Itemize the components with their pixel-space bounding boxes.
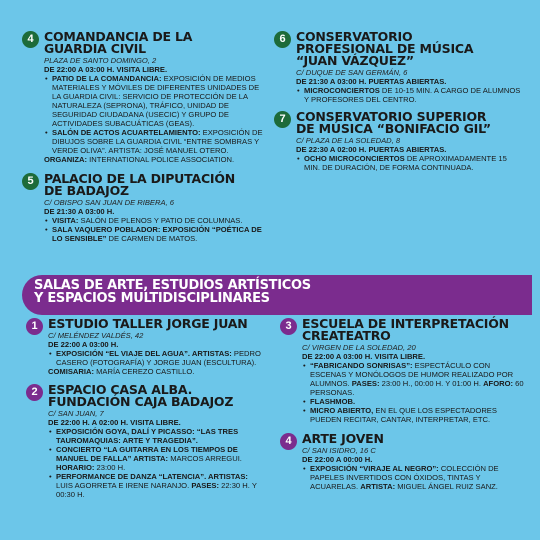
entry-schedule: DE 22:00 A 03:00 H. [48,340,119,349]
list-item: • VISITA: SALÓN DE PLENOS Y PATIO DE COLUMNAS. [52,216,264,225]
entry-schedule: DE 21:30 A 03:00 H. PUERTAS ABIERTAS. [296,77,447,86]
column-top-right [279,29,521,178]
entry-title: COMANDANCIA DE LA GUARDIA CIVIL [44,29,193,56]
entry-items [302,361,524,424]
entry-title: CONSERVATORIO SUPERIOR DE MÚSICA “BONIFACIO GIL” [296,109,491,136]
entry-schedule: DE 22:00 H. A 02:00 H. VISITA LIBRE. [48,418,181,427]
entry-title: PALACIO DE LA DIPUTACIÓN DE BADAJOZ [44,171,236,198]
list-item: • EXPOSICIÓN “EL VIAJE DEL AGUA”. ARTISTAS: PEDRO CASERO (FOTOGRAFÍA) Y JORGE JUAN (ESCULTURA). [56,349,266,367]
entry-address: PLAZA DE SANTO DOMINGO, 2 [44,56,157,65]
entry-schedule: DE 22:00 A 00:00 H. [302,455,373,464]
entry-items [296,154,521,172]
entry-items [44,216,264,243]
entry-address: C/ DUQUE DE SAN GERMÁN, 6 [296,68,408,77]
list-item: • MICROCONCIERTOS DE 10-15 MIN. A CARGO DE ALUMNOS Y PROFESORES DEL CENTRO. [304,86,521,104]
entry-items [48,427,266,499]
number-badge: 1 [26,318,43,335]
entry-estudio-jorge-juan [31,316,266,376]
entry-items [48,349,266,367]
column-bottom-right [285,316,524,497]
entry-address: C/ SAN ISIDRO, 16 C [302,446,376,455]
list-item: • EXPOSICIÓN GOYA, DALÍ Y PICASSO: “LAS TRES TAUROMAQUIAS: ARTE Y TRAGEDIA”. [56,427,266,445]
entry-address: C/ PLAZA DE LA SOLEDAD, 8 [296,136,401,145]
entry-title: ESPACIO CASA ALBA. FUNDACIÓN CAJA BADAJOZ [48,382,234,409]
list-item: • CONCIERTO “LA GUITARRA EN LOS TIEMPOS DE MANUEL DE FALLA” ARTISTA: MARCOS ARREGUI. HORARIO: 23:00 H. [56,445,266,472]
entry-address: C/ VIRGEN DE LA SOLEDAD, 20 [302,343,416,352]
entry-address: C/ SAN JUAN, 7 [48,409,104,418]
list-item: • PERFORMANCE DE DANZA “LATENCIA”. ARTISTAS: LUIS AGORRETA E IRENE NARANJO. PASES: 22:30 H. Y 00:30 H. [56,472,266,499]
entry-comandancia [27,29,264,164]
column-top-left [27,29,264,249]
list-item: • MICRO ABIERTO, EN EL QUE LOS ESPECTADORES PUEDEN RECITAR, CANTAR, INTERPRETAR, ETC. [310,406,524,424]
entry-items [302,464,524,491]
number-badge: 4 [280,433,297,450]
list-item: • OCHO MICROCONCIERTOS DE APROXIMADAMENTE 15 MIN. DE DURACIÓN, DE FORMA CONTINUADA. [304,154,521,172]
number-badge: 6 [274,31,291,48]
entry-schedule: DE 21:30 A 03:00 H. [44,207,115,216]
list-item: • PATIO DE LA COMANDANCIA: EXPOSICIÓN DE MEDIOS MATERIALES Y MÓVILES DE DIFERENTES UNIDADES DE LA GUARDIA CIVIL: SERVICIO DE PROTECCIÓN DE LA NATURALEZA (SEPRONA), TRÁFICO, UNIDAD DE SEGURIDAD CIUDADANA (USECIC) Y GRUPO DE ACTIVIDADES SUBACUÁTICAS (GEAS). [52,74,264,128]
entry-schedule: DE 22:00 A 03:00 H. VISITA LIBRE. [302,352,426,361]
list-item: • EXPOSICIÓN “VIRAJE AL NEGRO”: COLECCIÓN DE PAPELES INVERTIDOS CON ÓXIDOS, TINTAS Y ACUARELAS. ARTISTA: MIGUEL ÁNGEL RUIZ SANZ. [310,464,524,491]
entry-address: C/ MELÉNDEZ VALDÉS, 42 [48,331,144,340]
entry-title: ESTUDIO TALLER JORGE JUAN [48,316,248,331]
entry-title: ARTE JOVEN [302,431,384,446]
entry-conservatorio-profesional [279,29,521,104]
entry-casa-alba [31,382,266,499]
number-badge: 7 [274,111,291,128]
section-heading: SALAS DE ARTE, ESTUDIOS ARTÍSTICOS Y ESPACIOS MULTIDISCIPLINARES [34,278,311,306]
entry-diputacion [27,171,264,243]
list-item: • SALÓN DE ACTOS ACUARTELAMIENTO: EXPOSICIÓN DE DIBUJOS SOBRE LA GUARDIA CIVIL “ENTRE SOMBRAS Y VERDE OLIVA”. ARTISTA: JOSÉ MANUEL OTERO. [52,128,264,155]
entry-schedule: DE 22:00 A 03:00 H. VISITA LIBRE. [44,65,168,74]
number-badge: 2 [26,384,43,401]
number-badge: 5 [22,173,39,190]
list-item: • FLASHMOB. [310,397,524,406]
list-item: • SALA VAQUERO POBLADOR: EXPOSICIÓN “POÉTICA DE LO SENSIBLE” DE CARMEN DE MATOS. [52,225,264,243]
entry-items [44,74,264,155]
list-item: • “FABRICANDO SONRISAS”: ESPECTÁCULO CON ESCENAS Y MONÓLOGOS DE HUMOR REALIZADO POR ALUMNOS. PASES: 23:00 H., 00:00 H. Y 01:00 H. AFORO: 60 PERSONAS. [310,361,524,397]
entry-curator: COMISARIA: MARÍA CEREZO CASTILLO. [48,367,195,376]
number-badge: 3 [280,318,297,335]
entry-createatro [285,316,524,424]
column-bottom-left [31,316,266,505]
entry-title: CONSERVATORIO PROFESIONAL DE MÚSICA “JUAN VÁZQUEZ” [296,29,474,68]
entry-arte-joven [285,431,524,491]
entry-address: C/ OBISPO SAN JUAN DE RIBERA, 6 [44,198,174,207]
entry-conservatorio-superior [279,109,521,172]
entry-organizer: ORGANIZA: INTERNATIONAL POLICE ASSOCIATION. [44,155,235,164]
number-badge: 4 [22,31,39,48]
entry-items [296,86,521,104]
entry-schedule: DE 22:30 A 02:00 H. PUERTAS ABIERTAS. [296,145,447,154]
entry-title: ESCUELA DE INTERPRETACIÓN CREATEATRO [302,316,509,343]
